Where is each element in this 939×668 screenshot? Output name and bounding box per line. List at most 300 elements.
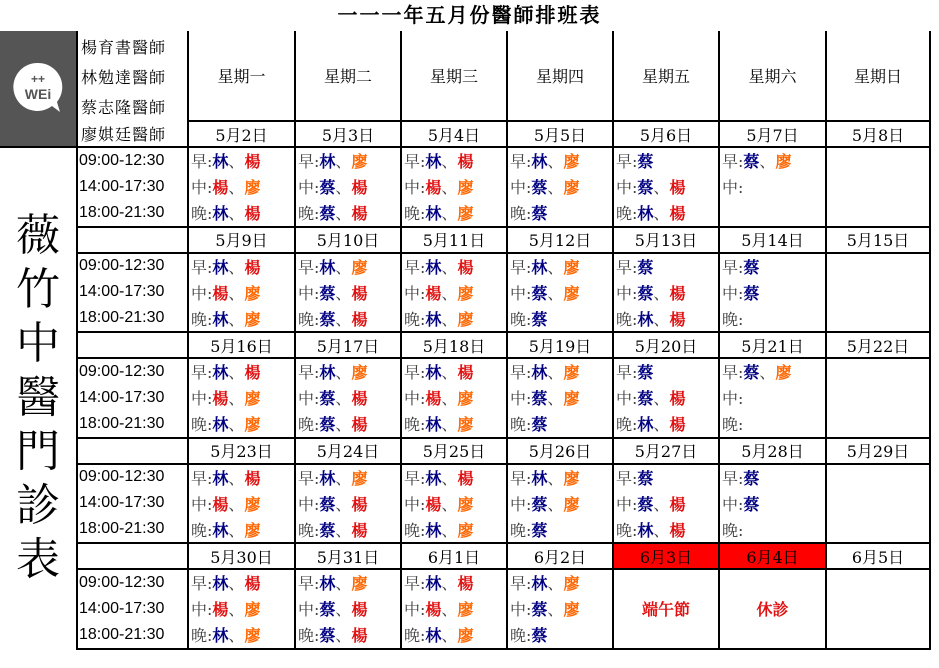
time-slot: 09:00-12:30 — [77, 253, 188, 280]
doctor-initial: 林 — [531, 152, 548, 172]
doctor-initial: 蔡 — [743, 363, 760, 383]
holiday-label: 端午節 — [613, 569, 719, 649]
doctor-initial: 楊 — [351, 520, 368, 540]
doctor-initial: 廖 — [244, 494, 261, 514]
separator: 、 — [441, 468, 458, 488]
date-cell: 5月8日 — [826, 121, 930, 147]
shift-prefix: 早: — [722, 468, 744, 488]
doctor-initial: 廖 — [244, 626, 261, 646]
doctor-initial: 楊 — [212, 600, 229, 620]
doctor-initial: 楊 — [425, 600, 442, 620]
separator: 、 — [441, 574, 458, 594]
shift-cell — [188, 147, 295, 174]
shift-prefix: 中: — [510, 178, 532, 198]
shift-prefix: 早: — [191, 257, 213, 277]
shift-cell — [507, 464, 613, 491]
shift-cell — [613, 385, 719, 412]
shift-cell — [826, 517, 930, 544]
shift-cell — [295, 569, 401, 596]
shift-cell — [613, 306, 719, 333]
separator: 、 — [335, 600, 352, 620]
separator: 、 — [228, 494, 245, 514]
time-slot: 18:00-21:30 — [77, 200, 188, 227]
shift-cell — [188, 358, 295, 385]
shift-cell — [826, 411, 930, 438]
separator: 、 — [653, 520, 670, 540]
shift-prefix: 中: — [298, 600, 320, 620]
doctor-initial: 林 — [637, 415, 654, 435]
weekday-header: 星期六 — [719, 31, 826, 121]
doctor-initial: 廖 — [244, 600, 261, 620]
clinic-name-char: 竹 — [16, 264, 60, 316]
shift-prefix: 晚: — [298, 626, 320, 646]
shift-prefix: 中: — [191, 283, 213, 303]
doctor-initial: 廖 — [351, 152, 368, 172]
doctor-initial: 廖 — [244, 389, 261, 409]
shift-prefix: 晚: — [191, 309, 213, 329]
shift-cell — [295, 147, 401, 174]
shift-cell — [401, 253, 507, 280]
shift-cell — [295, 622, 401, 649]
doctor-initial: 楊 — [425, 178, 442, 198]
shift-cell — [188, 279, 295, 306]
separator: 、 — [653, 178, 670, 198]
separator: 、 — [335, 626, 352, 646]
separator: 、 — [335, 415, 352, 435]
separator: 、 — [653, 494, 670, 514]
separator: 、 — [441, 309, 458, 329]
shift-prefix: 中: — [510, 389, 532, 409]
doctor-initial: 廖 — [563, 600, 580, 620]
doctor-initial: 廖 — [775, 152, 792, 172]
shift-prefix: 晚: — [616, 415, 638, 435]
shift-prefix: 中: — [510, 600, 532, 620]
separator: 、 — [228, 415, 245, 435]
time-slot: 09:00-12:30 — [77, 569, 188, 596]
separator: 、 — [653, 204, 670, 224]
separator: 、 — [547, 178, 564, 198]
date-cell: 6月2日 — [507, 543, 613, 569]
shift-cell — [295, 253, 401, 280]
shift-cell — [401, 411, 507, 438]
shift-cell — [826, 385, 930, 412]
shift-cell — [295, 174, 401, 201]
doctor-initial: 楊 — [425, 389, 442, 409]
separator: 、 — [441, 600, 458, 620]
doctor-initial: 林 — [425, 257, 442, 277]
doctor-initial: 楊 — [244, 257, 261, 277]
shift-cell — [719, 358, 826, 385]
doctor-initial: 蔡 — [319, 178, 336, 198]
date-cell: 5月11日 — [401, 227, 507, 253]
shift-prefix: 早: — [510, 152, 532, 172]
doctor-initial: 林 — [531, 574, 548, 594]
doctor-initial: 楊 — [212, 389, 229, 409]
doctor-initial: 楊 — [457, 468, 474, 488]
shift-cell — [188, 569, 295, 596]
separator: 、 — [547, 574, 564, 594]
doctor-initial: 林 — [212, 204, 229, 224]
shift-prefix: 中: — [616, 283, 638, 303]
shift-prefix: 早: — [404, 468, 426, 488]
shift-prefix: 晚: — [404, 520, 426, 540]
weekday-header: 星期二 — [295, 31, 401, 121]
shift-cell — [826, 253, 930, 280]
shift-prefix: 中: — [404, 283, 426, 303]
doctor-initial: 蔡 — [637, 468, 654, 488]
date-cell: 5月20日 — [613, 332, 719, 358]
clinic-name-char: 診 — [16, 480, 60, 532]
doctor-name: 蔡志隆醫師 — [77, 91, 188, 121]
doctor-initial: 林 — [425, 468, 442, 488]
doctor-initial: 廖 — [457, 283, 474, 303]
clinic-name-char: 中 — [16, 318, 60, 370]
time-slot-blank — [77, 543, 188, 569]
shift-cell — [401, 517, 507, 544]
shift-cell — [295, 200, 401, 227]
doctor-initial: 蔡 — [531, 415, 548, 435]
doctor-initial: 蔡 — [531, 389, 548, 409]
doctor-initial: 蔡 — [743, 468, 760, 488]
shift-cell — [401, 622, 507, 649]
date-cell: 5月31日 — [295, 543, 401, 569]
doctor-initial: 楊 — [212, 283, 229, 303]
separator: 、 — [228, 152, 245, 172]
doctor-initial: 林 — [531, 257, 548, 277]
shift-prefix: 中: — [722, 389, 744, 409]
separator: 、 — [228, 178, 245, 198]
shift-cell — [826, 279, 930, 306]
shift-prefix: 晚: — [298, 309, 320, 329]
separator: 、 — [441, 178, 458, 198]
wei-logo-icon — [8, 57, 68, 117]
doctor-initial: 林 — [319, 152, 336, 172]
shift-prefix: 早: — [298, 152, 320, 172]
separator: 、 — [335, 309, 352, 329]
shift-cell — [826, 596, 930, 623]
shift-prefix: 晚: — [722, 415, 744, 435]
shift-prefix: 晚: — [404, 415, 426, 435]
doctor-initial: 蔡 — [319, 283, 336, 303]
shift-cell — [295, 596, 401, 623]
doctor-initial: 廖 — [457, 494, 474, 514]
separator: 、 — [653, 309, 670, 329]
doctor-initial: 廖 — [457, 178, 474, 198]
doctor-initial: 廖 — [457, 204, 474, 224]
shift-cell — [826, 200, 930, 227]
shift-cell — [295, 464, 401, 491]
shift-prefix: 中: — [404, 178, 426, 198]
shift-cell — [188, 253, 295, 280]
shift-cell — [507, 200, 613, 227]
date-cell: 5月28日 — [719, 438, 826, 464]
time-slot: 09:00-12:30 — [77, 464, 188, 491]
shift-prefix: 晚: — [191, 415, 213, 435]
shift-cell — [613, 411, 719, 438]
time-slot-blank — [77, 227, 188, 253]
doctor-initial: 楊 — [244, 204, 261, 224]
shift-prefix: 早: — [510, 468, 532, 488]
date-cell: 5月6日 — [613, 121, 719, 147]
separator: 、 — [228, 283, 245, 303]
shift-cell — [188, 464, 295, 491]
shift-prefix: 晚: — [510, 520, 532, 540]
shift-prefix: 早: — [191, 574, 213, 594]
shift-cell — [507, 253, 613, 280]
doctor-initial: 林 — [212, 152, 229, 172]
date-cell: 5月23日 — [188, 438, 295, 464]
doctor-initial: 林 — [212, 574, 229, 594]
shift-prefix: 中: — [722, 283, 744, 303]
doctor-initial: 廖 — [563, 389, 580, 409]
shift-cell — [507, 306, 613, 333]
shift-prefix: 中: — [510, 494, 532, 514]
separator: 、 — [228, 363, 245, 383]
shift-prefix: 晚: — [616, 520, 638, 540]
shift-cell — [188, 622, 295, 649]
shift-cell — [719, 174, 826, 201]
clinic-name-char: 表 — [16, 534, 60, 586]
time-slot: 18:00-21:30 — [77, 411, 188, 438]
doctor-initial: 林 — [637, 204, 654, 224]
separator: 、 — [441, 257, 458, 277]
date-cell: 5月26日 — [507, 438, 613, 464]
shift-prefix: 晚: — [510, 309, 532, 329]
separator: 、 — [335, 204, 352, 224]
shift-cell — [507, 596, 613, 623]
separator: 、 — [228, 389, 245, 409]
separator: 、 — [547, 494, 564, 514]
doctor-initial: 楊 — [669, 520, 686, 540]
doctor-initial: 蔡 — [319, 389, 336, 409]
doctor-initial: 廖 — [244, 283, 261, 303]
separator: 、 — [547, 152, 564, 172]
doctor-initial: 林 — [212, 309, 229, 329]
date-cell: 5月22日 — [826, 332, 930, 358]
shift-prefix: 早: — [298, 468, 320, 488]
shift-cell — [295, 279, 401, 306]
doctor-initial: 楊 — [669, 178, 686, 198]
doctor-initial: 林 — [319, 468, 336, 488]
date-cell: 5月2日 — [188, 121, 295, 147]
doctor-name: 楊育書醫師 — [77, 31, 188, 61]
shift-prefix: 早: — [722, 257, 744, 277]
shift-prefix: 中: — [616, 389, 638, 409]
clinic-name-char: 門 — [16, 426, 60, 478]
shift-prefix: 中: — [191, 600, 213, 620]
shift-cell — [295, 306, 401, 333]
shift-prefix: 中: — [722, 494, 744, 514]
separator: 、 — [228, 468, 245, 488]
date-cell: 5月12日 — [507, 227, 613, 253]
separator: 、 — [653, 415, 670, 435]
separator: 、 — [228, 574, 245, 594]
separator: 、 — [441, 283, 458, 303]
date-cell: 5月4日 — [401, 121, 507, 147]
separator: 、 — [547, 600, 564, 620]
shift-cell — [507, 411, 613, 438]
shift-cell — [401, 200, 507, 227]
shift-prefix: 晚: — [298, 204, 320, 224]
shift-cell — [826, 174, 930, 201]
time-slot: 09:00-12:30 — [77, 358, 188, 385]
doctor-initial: 楊 — [669, 389, 686, 409]
shift-prefix: 早: — [510, 363, 532, 383]
time-slot: 14:00-17:30 — [77, 490, 188, 517]
doctor-initial: 蔡 — [531, 626, 548, 646]
separator: 、 — [441, 204, 458, 224]
doctor-initial: 廖 — [457, 309, 474, 329]
doctor-initial: 蔡 — [319, 204, 336, 224]
doctor-initial: 林 — [637, 520, 654, 540]
doctor-initial: 蔡 — [637, 494, 654, 514]
doctor-initial: 楊 — [457, 363, 474, 383]
shift-prefix: 晚: — [191, 626, 213, 646]
clinic-name-char: 醫 — [16, 372, 60, 424]
shift-prefix: 晚: — [191, 204, 213, 224]
doctor-initial: 蔡 — [531, 520, 548, 540]
date-cell: 5月19日 — [507, 332, 613, 358]
doctor-initial: 楊 — [351, 415, 368, 435]
logo-marks: ++ — [30, 71, 46, 86]
doctor-initial: 楊 — [351, 389, 368, 409]
shift-cell — [826, 464, 930, 491]
shift-prefix: 中: — [722, 178, 744, 198]
shift-cell — [507, 279, 613, 306]
doctor-initial: 蔡 — [319, 309, 336, 329]
date-cell: 5月21日 — [719, 332, 826, 358]
doctor-initial: 林 — [319, 257, 336, 277]
shift-prefix: 中: — [404, 389, 426, 409]
date-cell: 6月1日 — [401, 543, 507, 569]
separator: 、 — [653, 283, 670, 303]
shift-prefix: 中: — [404, 600, 426, 620]
shift-cell — [507, 622, 613, 649]
doctor-initial: 廖 — [457, 520, 474, 540]
time-slot-blank — [77, 438, 188, 464]
doctor-initial: 廖 — [457, 600, 474, 620]
clinic-logo — [0, 31, 77, 147]
doctor-initial: 蔡 — [531, 283, 548, 303]
shift-cell — [826, 569, 930, 596]
shift-cell — [507, 174, 613, 201]
doctor-initial: 廖 — [563, 494, 580, 514]
doctor-initial: 蔡 — [531, 178, 548, 198]
doctor-initial: 林 — [425, 152, 442, 172]
shift-prefix: 中: — [298, 389, 320, 409]
doctor-initial: 蔡 — [743, 494, 760, 514]
logo-text: WEi — [24, 85, 52, 102]
doctor-initial: 楊 — [244, 574, 261, 594]
shift-prefix: 早: — [616, 257, 638, 277]
shift-prefix: 晚: — [404, 204, 426, 224]
doctor-initial: 廖 — [457, 415, 474, 435]
time-slot: 14:00-17:30 — [77, 385, 188, 412]
shift-cell — [401, 174, 507, 201]
time-slot: 18:00-21:30 — [77, 306, 188, 333]
date-cell: 6月3日 — [613, 543, 719, 569]
shift-cell — [295, 358, 401, 385]
doctor-initial: 廖 — [351, 468, 368, 488]
shift-cell — [295, 385, 401, 412]
shift-cell — [507, 569, 613, 596]
date-cell: 5月5日 — [507, 121, 613, 147]
time-slot: 14:00-17:30 — [77, 174, 188, 201]
separator: 、 — [759, 363, 776, 383]
shift-cell — [188, 596, 295, 623]
separator: 、 — [653, 389, 670, 409]
shift-prefix: 晚: — [722, 520, 744, 540]
doctor-initial: 廖 — [244, 520, 261, 540]
doctor-initial: 楊 — [351, 600, 368, 620]
shift-prefix: 早: — [510, 574, 532, 594]
doctor-initial: 蔡 — [637, 389, 654, 409]
separator: 、 — [228, 520, 245, 540]
shift-prefix: 晚: — [510, 626, 532, 646]
doctor-initial: 蔡 — [319, 520, 336, 540]
doctor-initial: 林 — [425, 626, 442, 646]
doctor-initial: 林 — [212, 468, 229, 488]
date-cell: 5月3日 — [295, 121, 401, 147]
doctor-initial: 楊 — [351, 494, 368, 514]
shift-prefix: 早: — [298, 257, 320, 277]
doctor-initial: 楊 — [244, 363, 261, 383]
shift-prefix: 早: — [510, 257, 532, 277]
doctor-initial: 廖 — [563, 468, 580, 488]
shift-cell — [507, 490, 613, 517]
shift-prefix: 早: — [722, 363, 744, 383]
date-cell: 5月16日 — [188, 332, 295, 358]
shift-cell — [719, 200, 826, 227]
date-cell: 5月18日 — [401, 332, 507, 358]
shift-cell — [188, 385, 295, 412]
doctor-initial: 蔡 — [531, 600, 548, 620]
separator: 、 — [335, 178, 352, 198]
shift-cell — [507, 517, 613, 544]
shift-prefix: 早: — [616, 152, 638, 172]
doctor-initial: 廖 — [563, 152, 580, 172]
separator: 、 — [441, 520, 458, 540]
schedule-table — [0, 31, 931, 650]
shift-cell — [401, 279, 507, 306]
shift-prefix: 早: — [191, 363, 213, 383]
doctor-initial: 廖 — [351, 574, 368, 594]
doctor-initial: 楊 — [669, 204, 686, 224]
separator: 、 — [228, 626, 245, 646]
shift-cell — [719, 411, 826, 438]
shift-cell — [826, 622, 930, 649]
weekday-header: 星期三 — [401, 31, 507, 121]
shift-cell — [401, 596, 507, 623]
shift-prefix: 晚: — [298, 520, 320, 540]
doctor-initial: 廖 — [244, 178, 261, 198]
weekday-header: 星期四 — [507, 31, 613, 121]
doctor-initial: 楊 — [212, 494, 229, 514]
doctor-initial: 楊 — [457, 257, 474, 277]
date-cell: 5月9日 — [188, 227, 295, 253]
doctor-initial: 蔡 — [743, 152, 760, 172]
doctor-initial: 蔡 — [319, 415, 336, 435]
doctor-initial: 蔡 — [637, 257, 654, 277]
shift-cell — [295, 411, 401, 438]
shift-prefix: 早: — [404, 363, 426, 383]
weekday-header: 星期一 — [188, 31, 295, 121]
doctor-initial: 林 — [212, 626, 229, 646]
time-slot: 14:00-17:30 — [77, 279, 188, 306]
separator: 、 — [335, 468, 352, 488]
date-cell: 5月17日 — [295, 332, 401, 358]
date-cell: 5月14日 — [719, 227, 826, 253]
